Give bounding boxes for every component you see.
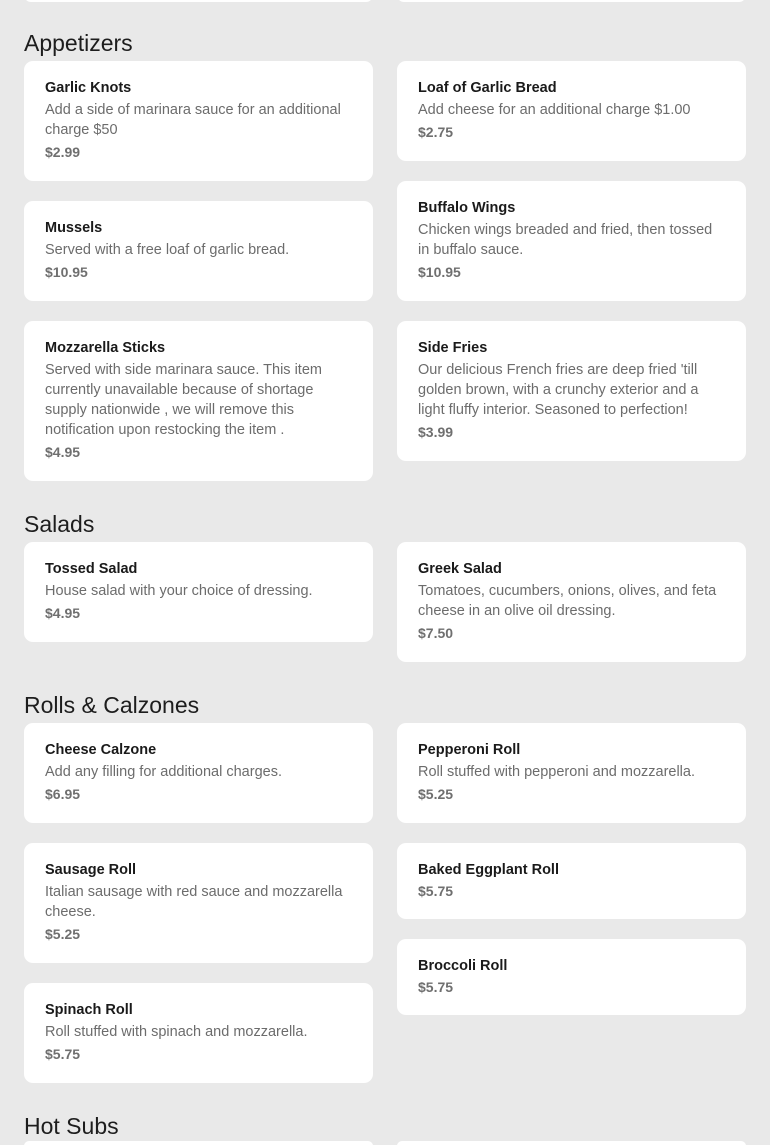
item-description: Served with a free loaf of garlic bread.: [45, 242, 290, 258]
item-description: Served with side marinara sauce. This item currently unavailable because of shortage supply nationwide , we will remove this notification upon restocking the item .: [45, 362, 322, 438]
section-title-rolls-calzones: Rolls & Calzones: [24, 692, 200, 718]
menu-item-card[interactable]: [397, 723, 746, 823]
section-title-appetizers: Appetizers: [24, 30, 133, 56]
menu-item-card[interactable]: [24, 723, 373, 823]
item-name: Mussels: [45, 220, 103, 236]
menu-item-card[interactable]: [24, 983, 373, 1083]
item-description: Roll stuffed with spinach and mozzarella.: [45, 1024, 308, 1040]
item-name: Loaf of Garlic Bread: [418, 80, 557, 96]
section-title-hot-subs: Hot Subs: [24, 1113, 119, 1139]
menu-item-card[interactable]: [397, 321, 746, 461]
item-price: $2.99: [45, 144, 81, 160]
next-card-edge[interactable]: [24, 1141, 373, 1145]
menu-item-card[interactable]: [24, 542, 373, 642]
item-name: Side Fries: [418, 340, 488, 356]
previous-card-edge: [24, 0, 373, 2]
menu-item-card[interactable]: [24, 201, 373, 301]
menu-item-card[interactable]: [24, 61, 373, 181]
item-description: House salad with your choice of dressing.: [45, 583, 313, 599]
item-price: $5.75: [418, 883, 454, 899]
item-price: $5.25: [45, 926, 81, 942]
item-price: $6.95: [45, 786, 81, 802]
item-name: Greek Salad: [418, 561, 502, 577]
item-price: $2.75: [418, 124, 454, 140]
item-price: $7.50: [418, 625, 454, 641]
item-description: Add a side of marinara sauce for an additional charge $50: [45, 102, 341, 138]
item-name: Baked Eggplant Roll: [418, 862, 559, 878]
item-name: Broccoli Roll: [418, 958, 508, 974]
menu-item-card[interactable]: [397, 939, 746, 1015]
item-price: $3.99: [418, 424, 454, 440]
item-price: $5.75: [45, 1046, 81, 1062]
menu-item-card[interactable]: [397, 61, 746, 161]
menu-item-card[interactable]: [397, 843, 746, 919]
item-price: $10.95: [418, 264, 461, 280]
item-price: $5.25: [418, 786, 454, 802]
item-description: Add cheese for an additional charge $1.00: [418, 102, 691, 118]
item-price: $5.75: [418, 979, 454, 995]
item-name: Spinach Roll: [45, 1002, 133, 1018]
section-title-salads: Salads: [24, 511, 95, 537]
item-description: Italian sausage with red sauce and mozzarella cheese.: [45, 884, 343, 920]
item-name: Cheese Calzone: [45, 742, 157, 758]
item-name: Tossed Salad: [45, 561, 138, 577]
menu-item-card[interactable]: [397, 181, 746, 301]
item-description: Tomatoes, cucumbers, onions, olives, and feta cheese in an olive oil dressing.: [418, 583, 717, 619]
item-price: $4.95: [45, 444, 81, 460]
item-name: Mozzarella Sticks: [45, 340, 166, 356]
item-price: $4.95: [45, 605, 81, 621]
item-description: Add any filling for additional charges.: [45, 764, 282, 780]
previous-card-edge: [397, 0, 746, 2]
item-description: Our delicious French fries are deep fried 'till golden brown, with a crunchy exterior and a light fluffy interior. Seasoned to perfection!: [418, 362, 699, 418]
item-name: Pepperoni Roll: [418, 742, 521, 758]
item-name: Buffalo Wings: [418, 200, 516, 216]
item-description: Chicken wings breaded and fried, then tossed in buffalo sauce.: [418, 222, 713, 258]
item-name: Garlic Knots: [45, 80, 132, 96]
next-card-edge[interactable]: [397, 1141, 746, 1145]
item-description: Roll stuffed with pepperoni and mozzarella.: [418, 764, 696, 780]
item-price: $10.95: [45, 264, 88, 280]
menu-item-card[interactable]: [24, 843, 373, 963]
menu-item-card[interactable]: [397, 542, 746, 662]
item-name: Sausage Roll: [45, 862, 137, 878]
menu-item-card[interactable]: [24, 321, 373, 481]
